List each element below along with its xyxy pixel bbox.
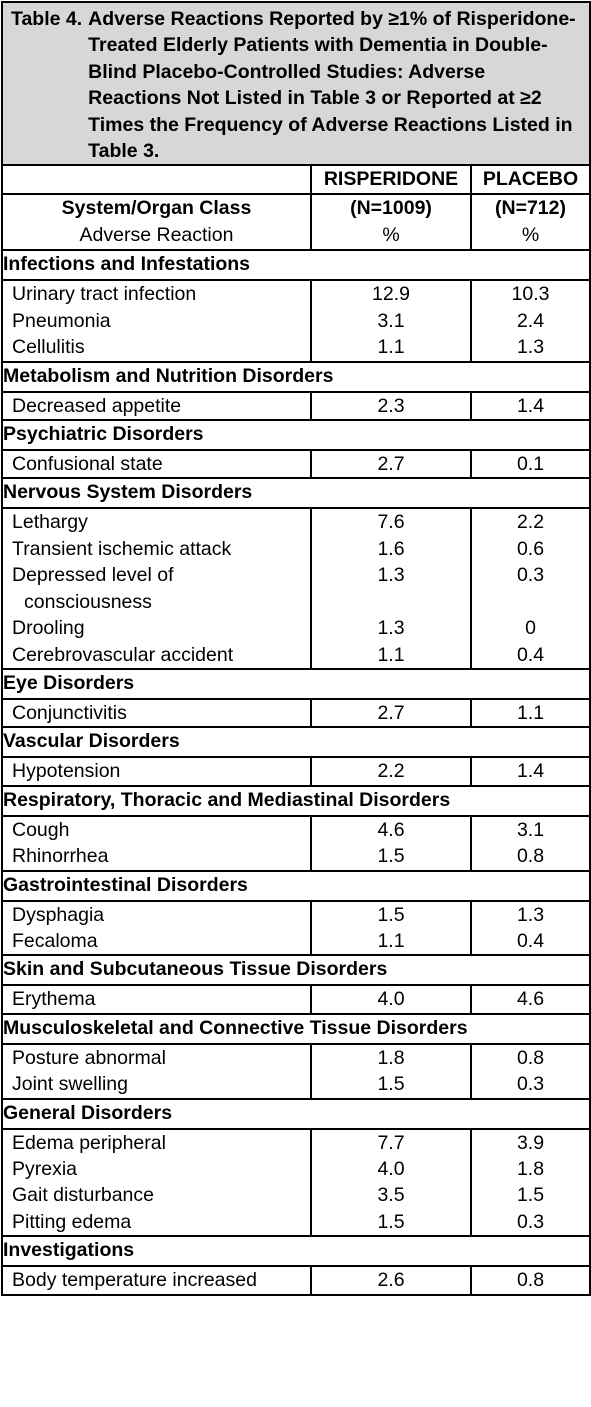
spacer <box>312 589 470 615</box>
adverse-reaction-name: Pitting edema <box>12 1210 132 1233</box>
adverse-reaction-names <box>2 1129 311 1237</box>
adverse-reaction-names <box>2 392 311 420</box>
placebo-percent: 1.5 <box>516 1184 545 1207</box>
caption-row <box>2 2 590 165</box>
section-data-row <box>2 392 590 420</box>
risperidone-percent: 1.5 <box>377 1210 405 1233</box>
adverse-reaction-name: Cellulitis <box>12 336 85 359</box>
placebo-percent: 2.4 <box>516 309 545 332</box>
section-data-row <box>2 816 590 871</box>
section-data-row <box>2 1129 590 1237</box>
placebo-values <box>471 985 590 1013</box>
risperidone-percent: 1.5 <box>377 1073 405 1096</box>
placebo-unit-label: % <box>521 223 540 246</box>
adverse-reaction-names <box>2 508 311 668</box>
risperidone-percent: 2.2 <box>377 760 405 783</box>
risperidone-percent: 2.6 <box>377 1269 405 1292</box>
placebo-percent: 0.1 <box>516 453 545 476</box>
section-header-row <box>2 955 590 985</box>
table-caption <box>2 2 590 165</box>
risperidone-unit-label: % <box>382 223 400 246</box>
risperidone-percent: 1.3 <box>377 564 405 587</box>
placebo-values <box>471 508 590 668</box>
section-data-row <box>2 901 590 956</box>
column-header-empty <box>2 165 311 194</box>
placebo-percent: 0.3 <box>516 564 545 587</box>
adverse-reaction-name: Drooling <box>12 617 85 640</box>
placebo-values <box>471 450 590 478</box>
placebo-percent: 10.3 <box>511 283 550 306</box>
adverse-reaction-name: Joint swelling <box>12 1073 128 1096</box>
adverse-reaction-names <box>2 280 311 361</box>
risperidone-percent: 7.7 <box>377 1131 405 1154</box>
section-title: Psychiatric Disorders <box>2 420 590 450</box>
column-header-row <box>2 165 590 194</box>
adverse-reaction-names <box>2 1266 311 1294</box>
risperidone-percent: 1.6 <box>377 537 405 560</box>
section-data-row <box>2 508 590 668</box>
placebo-percent: 3.9 <box>516 1131 545 1154</box>
placebo-values <box>471 280 590 361</box>
section-header-row <box>2 669 590 699</box>
placebo-percent: 4.6 <box>516 988 545 1011</box>
section-header-row <box>2 1236 590 1266</box>
section-header-row <box>2 478 590 508</box>
risperidone-percent: 2.7 <box>377 453 405 476</box>
risperidone-values <box>311 901 471 956</box>
adverse-reaction-name: Gait disturbance <box>12 1184 154 1207</box>
section-title: Musculoskeletal and Connective Tissue Disorders <box>2 1014 590 1044</box>
section-header-row <box>2 420 590 450</box>
adverse-reaction-names <box>2 901 311 956</box>
placebo-percent: 0.3 <box>516 1210 545 1233</box>
risperidone-percent: 1.5 <box>377 845 405 868</box>
section-title: Skin and Subcutaneous Tissue Disorders <box>2 955 590 985</box>
placebo-percent: 0.8 <box>516 845 545 868</box>
risperidone-n-label: (N=1009) <box>350 197 432 220</box>
adverse-reaction-name: Dysphagia <box>12 903 105 926</box>
placebo-percent: 0 <box>525 617 536 640</box>
section-header-row <box>2 786 590 816</box>
placebo-percent: 0.8 <box>516 1046 545 1069</box>
risperidone-values <box>311 699 471 727</box>
risperidone-values <box>311 757 471 785</box>
adverse-reaction-name: Depressed level of <box>12 564 174 587</box>
risperidone-values <box>311 1044 471 1099</box>
section-header-row <box>2 1014 590 1044</box>
section-title: Infections and Infestations <box>2 250 590 280</box>
adverse-reaction-name-continued: consciousness <box>24 590 152 613</box>
adverse-reaction-label: Adverse Reaction <box>79 223 234 246</box>
placebo-percent: 1.1 <box>516 701 545 724</box>
adverse-reaction-names <box>2 985 311 1013</box>
section-title: General Disorders <box>2 1099 590 1129</box>
section-title: Nervous System Disorders <box>2 478 590 508</box>
risperidone-values <box>311 816 471 871</box>
risperidone-percent: 4.6 <box>377 818 405 841</box>
section-header-row <box>2 1099 590 1129</box>
column-header-risperidone: RISPERIDONE <box>311 165 471 194</box>
placebo-values <box>471 1044 590 1099</box>
adverse-reaction-name: Cough <box>12 818 70 841</box>
system-organ-class-label: System/Organ Class <box>61 197 252 220</box>
placebo-percent: 1.4 <box>516 394 545 417</box>
adverse-reaction-names <box>2 1044 311 1099</box>
section-title: Respiratory, Thoracic and Mediastinal Disorders <box>2 786 590 816</box>
adverse-reaction-name: Cerebrovascular accident <box>12 643 234 666</box>
adverse-reaction-name: Erythema <box>12 988 96 1011</box>
section-header-row <box>2 250 590 280</box>
risperidone-percent: 1.1 <box>377 929 405 952</box>
adverse-reaction-name: Conjunctivitis <box>12 701 127 724</box>
risperidone-percent: 2.7 <box>377 701 405 724</box>
adverse-reaction-names <box>2 757 311 785</box>
placebo-n-header <box>471 194 590 250</box>
section-title: Investigations <box>2 1236 590 1266</box>
risperidone-values <box>311 450 471 478</box>
risperidone-values <box>311 985 471 1013</box>
placebo-values <box>471 1129 590 1237</box>
section-data-row <box>2 757 590 785</box>
placebo-percent: 0.4 <box>516 643 545 666</box>
section-header-row <box>2 871 590 901</box>
adverse-reaction-name: Confusional state <box>12 453 163 476</box>
placebo-values <box>471 699 590 727</box>
risperidone-values <box>311 508 471 668</box>
risperidone-percent: 12.9 <box>372 283 410 306</box>
section-data-row <box>2 1266 590 1294</box>
risperidone-percent: 4.0 <box>377 1157 405 1180</box>
risperidone-values <box>311 280 471 361</box>
table-caption-text: Adverse Reactions Reported by ≥1% of Risperidone-Treated Elderly Patients with Dementia in Double-Blind Placebo-Controlled Studies: Adverse Reactions Not Listed in Table 3 or Reported at ≥2 Times the Frequency of Adverse Reactions Listed in Table 3. <box>88 8 576 163</box>
section-title: Gastrointestinal Disorders <box>2 871 590 901</box>
placebo-values <box>471 816 590 871</box>
risperidone-percent: 1.1 <box>377 336 405 359</box>
adverse-reactions-table <box>1 1 591 1296</box>
adverse-reaction-name: Body temperature increased <box>12 1269 257 1292</box>
adverse-reaction-name: Lethargy <box>12 511 88 534</box>
risperidone-percent: 3.1 <box>377 309 405 332</box>
adverse-reaction-name: Decreased appetite <box>12 394 182 417</box>
section-title: Vascular Disorders <box>2 727 590 757</box>
placebo-n-label: (N=712) <box>495 197 566 220</box>
risperidone-percent: 2.3 <box>377 394 405 417</box>
section-data-row <box>2 450 590 478</box>
adverse-reaction-name: Fecaloma <box>12 929 98 952</box>
section-title: Eye Disorders <box>2 669 590 699</box>
adverse-reaction-names <box>2 450 311 478</box>
adverse-reaction-name: Rhinorrhea <box>12 845 109 868</box>
placebo-percent: 0.6 <box>516 537 545 560</box>
placebo-percent: 1.4 <box>516 760 545 783</box>
adverse-reaction-name: Pneumonia <box>12 309 111 332</box>
risperidone-n-header <box>311 194 471 250</box>
placebo-percent: 1.8 <box>516 1157 545 1180</box>
adverse-reaction-name: Transient ischemic attack <box>12 537 232 560</box>
adverse-reaction-name: Urinary tract infection <box>12 283 197 306</box>
risperidone-percent: 1.3 <box>377 617 405 640</box>
section-data-row <box>2 985 590 1013</box>
section-title: Metabolism and Nutrition Disorders <box>2 362 590 392</box>
placebo-percent: 2.2 <box>516 511 545 534</box>
placebo-percent: 0.8 <box>516 1269 545 1292</box>
risperidone-percent: 1.5 <box>377 903 405 926</box>
adverse-reaction-name: Posture abnormal <box>12 1046 166 1069</box>
table-body <box>2 2 590 1295</box>
section-data-row <box>2 699 590 727</box>
column-header-placebo: PLACEBO <box>471 165 590 194</box>
adverse-reaction-names <box>2 699 311 727</box>
placebo-percent: 1.3 <box>516 903 545 926</box>
section-header-row <box>2 727 590 757</box>
placebo-percent: 3.1 <box>516 818 545 841</box>
risperidone-percent: 7.6 <box>377 511 405 534</box>
placebo-percent: 0.4 <box>516 929 545 952</box>
placebo-percent: 0.3 <box>516 1073 545 1096</box>
placebo-percent: 1.3 <box>516 336 545 359</box>
placebo-values <box>471 392 590 420</box>
adverse-reaction-name: Pyrexia <box>12 1157 78 1180</box>
placebo-values <box>471 901 590 956</box>
risperidone-percent: 1.1 <box>377 643 405 666</box>
adverse-reaction-name: Edema peripheral <box>12 1131 166 1154</box>
risperidone-percent: 4.0 <box>377 988 405 1011</box>
section-header-row <box>2 362 590 392</box>
adverse-reaction-name: Hypotension <box>12 760 121 783</box>
section-data-row <box>2 1044 590 1099</box>
risperidone-percent: 3.5 <box>377 1184 405 1207</box>
section-data-row <box>2 280 590 361</box>
table-caption-label: Table 4. <box>11 8 83 30</box>
spacer <box>472 589 589 615</box>
adverse-reaction-names <box>2 816 311 871</box>
placebo-values <box>471 757 590 785</box>
system-organ-class-header <box>2 194 311 250</box>
risperidone-values <box>311 1129 471 1237</box>
placebo-values <box>471 1266 590 1294</box>
risperidone-values <box>311 392 471 420</box>
risperidone-percent: 1.8 <box>377 1046 405 1069</box>
sample-size-header-row <box>2 194 590 250</box>
risperidone-values <box>311 1266 471 1294</box>
